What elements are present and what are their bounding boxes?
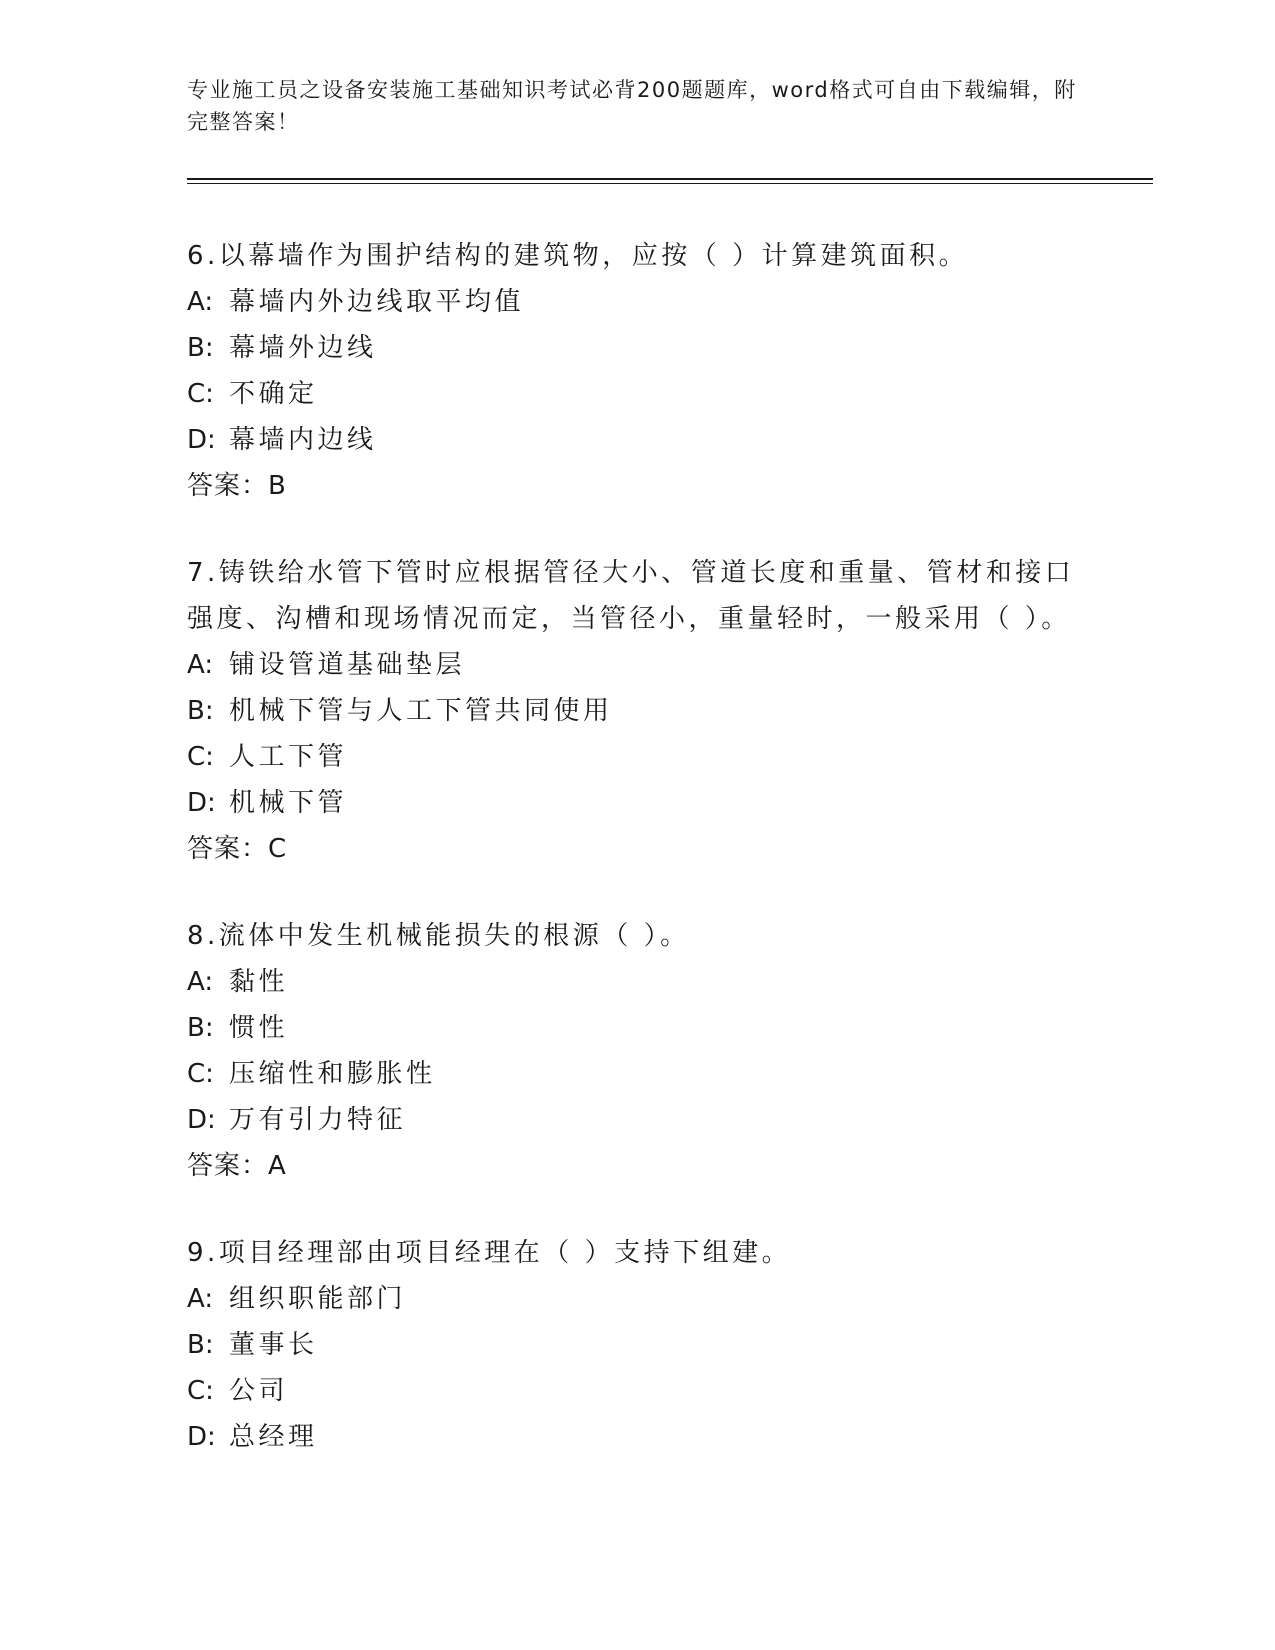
question-stem: 9.项目经理部由项目经理在（ ）支持下组建。 [187,1238,792,1268]
option-text: 公司 [229,1376,289,1406]
option-text: 惯性 [229,1013,289,1043]
option-letter: C: [187,742,214,772]
option-letter: A: [187,650,214,680]
option-text: 机械下管与人工下管共同使用 [229,696,613,726]
option-letter: B: [187,333,214,363]
option-text: 黏性 [229,967,289,997]
option-d [187,417,1087,463]
question-7 [187,550,1087,872]
option-letter: D: [187,425,216,455]
option-c [187,734,1087,780]
option-letter: D: [187,1105,216,1135]
option-d [187,1097,1087,1143]
option-text: 人工下管 [229,742,348,772]
header-divider-thick [187,178,1153,180]
document-header-title: 专业施工员之设备安装施工基础知识考试必背200题题库，word格式可自由下载编辑，附完整答案！ [187,78,1077,134]
option-text: 机械下管 [229,788,348,818]
option-c [187,371,1087,417]
option-d [187,1414,1087,1460]
option-letter: A: [187,287,214,317]
option-d [187,780,1087,826]
header-divider-thin [187,183,1153,184]
option-letter: A: [187,967,214,997]
option-a [187,642,1087,688]
option-a [187,279,1087,325]
option-a [187,959,1087,1005]
question-8 [187,913,1087,1189]
option-text: 组织职能部门 [229,1284,407,1314]
question-stem: 6.以幕墙作为围护结构的建筑物，应按（ ）计算建筑面积。 [187,241,969,271]
option-letter: C: [187,379,214,409]
option-b [187,325,1087,371]
option-text: 压缩性和膨胀性 [229,1059,436,1089]
question-stem: 7.铸铁给水管下管时应根据管径大小、管道长度和重量、管材和接口强度、沟槽和现场情况而定，当管径小，重量轻时，一般采用（ ）。 [187,558,1075,634]
option-text: 幕墙内外边线取平均值 [229,287,525,317]
option-letter: B: [187,696,214,726]
option-text: 铺设管道基础垫层 [229,650,466,680]
option-letter: D: [187,788,216,818]
option-letter: D: [187,1422,216,1452]
answer-line: 答案：B [187,471,287,501]
question-list [187,233,1087,1501]
option-text: 万有引力特征 [229,1105,407,1135]
option-letter: A: [187,1284,214,1314]
question-6 [187,233,1087,509]
option-text: 幕墙内边线 [229,425,377,455]
option-text: 董事长 [229,1330,318,1360]
question-9 [187,1230,1087,1460]
option-b [187,1322,1087,1368]
option-c [187,1368,1087,1414]
option-b [187,1005,1087,1051]
option-text: 幕墙外边线 [229,333,377,363]
answer-line: 答案：A [187,1151,287,1181]
option-letter: B: [187,1013,214,1043]
option-letter: B: [187,1330,214,1360]
option-text: 总经理 [229,1422,318,1452]
option-b [187,688,1087,734]
answer-line: 答案：C [187,834,288,864]
question-stem: 8.流体中发生机械能损失的根源（ ）。 [187,921,690,951]
option-a [187,1276,1087,1322]
option-text: 不确定 [229,379,318,409]
option-c [187,1051,1087,1097]
option-letter: C: [187,1059,214,1089]
option-letter: C: [187,1376,214,1406]
